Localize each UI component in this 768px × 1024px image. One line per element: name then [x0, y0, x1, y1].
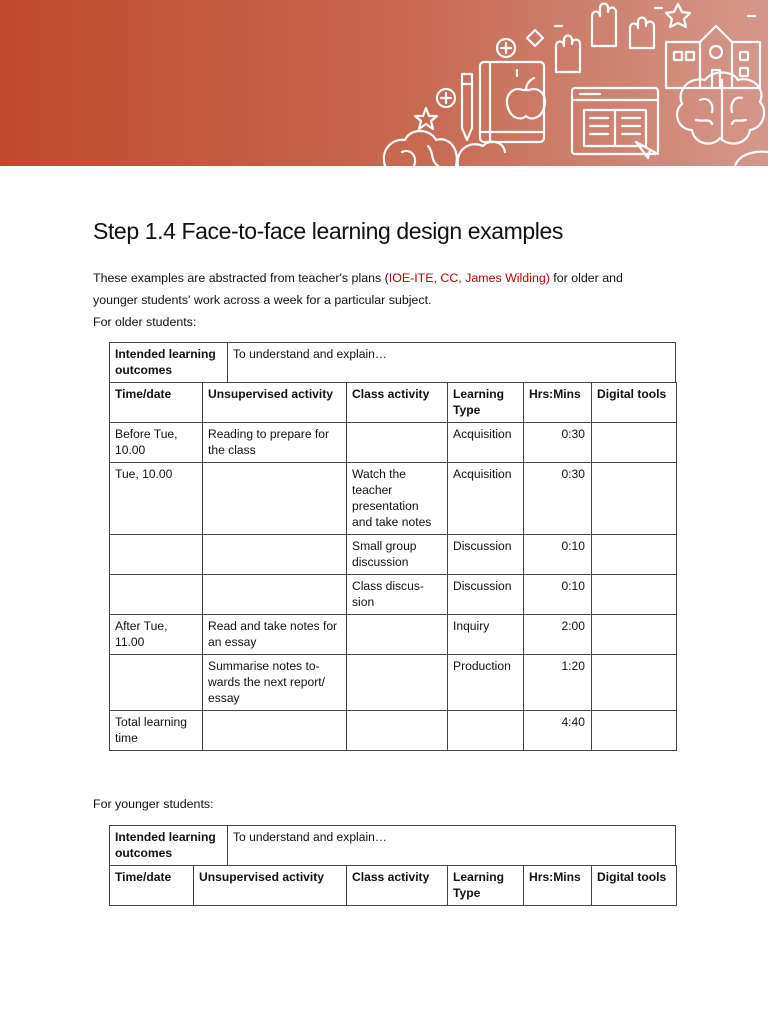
- intro-paragraph: [93, 267, 673, 333]
- intro-text: younger students' work across a week for a particular subject.: [93, 293, 432, 307]
- reference-link[interactable]: IOE-ITE, CC, James Wilding): [388, 271, 550, 285]
- cell-digital-tools: [592, 655, 677, 711]
- cell-learning-type: [448, 711, 524, 751]
- outcomes-label: Intended learning outcomes: [110, 826, 228, 866]
- cell-unsupervised-activity: [203, 535, 347, 575]
- header-hrs-mins: Hrs:Mins: [524, 383, 592, 423]
- cell-time-date: [110, 655, 203, 711]
- cell-time-date: Before Tue, 10.00: [110, 423, 203, 463]
- cell-unsupervised-activity: Summarise notes to-wards the next report/ essay: [203, 655, 347, 711]
- cell-digital-tools: [592, 423, 677, 463]
- header-class-activity: Class activity: [347, 383, 448, 423]
- header-class-activity: Class activity: [347, 866, 448, 906]
- header-unsupervised-activity: Unsupervised activity: [203, 383, 347, 423]
- table-row: [110, 463, 677, 535]
- outcomes-label: Intended learning outcomes: [110, 343, 228, 383]
- younger-students-table: [109, 865, 677, 906]
- cell-learning-type: Discussion: [448, 535, 524, 575]
- younger-outcomes-table: [109, 825, 676, 866]
- table-row: [110, 423, 677, 463]
- cell-unsupervised-activity: Reading to prepare for the class: [203, 423, 347, 463]
- older-students-table: [109, 382, 677, 751]
- star-icon: [666, 4, 690, 27]
- cell-class-activity: [347, 615, 448, 655]
- cell-time-date: [110, 535, 203, 575]
- cell-class-activity: Small group discussion: [347, 535, 448, 575]
- cell-hrs-mins: 0:10: [524, 575, 592, 615]
- page-title: Step 1.4 Face-to-face learning design examples: [93, 218, 563, 244]
- cell-digital-tools: [592, 711, 677, 751]
- table-header-row: [110, 866, 677, 906]
- cell-hrs-mins: 0:30: [524, 423, 592, 463]
- cell-time-date: After Tue, 11.00: [110, 615, 203, 655]
- header-time-date: Time/date: [110, 866, 194, 906]
- older-students-label: For older students:: [93, 315, 197, 329]
- header-learning-type: Learning Type: [448, 866, 524, 906]
- cell-class-activity: [347, 423, 448, 463]
- cell-time-date: Total learning time: [110, 711, 203, 751]
- cell-digital-tools: [592, 535, 677, 575]
- outcomes-value: To understand and explain…: [228, 826, 676, 866]
- cell-learning-type: Inquiry: [448, 615, 524, 655]
- cell-class-activity: [347, 655, 448, 711]
- cell-class-activity: [347, 711, 448, 751]
- raised-hands-icon: [556, 4, 654, 73]
- cell-hrs-mins: 0:10: [524, 535, 592, 575]
- cell-hrs-mins: 4:40: [524, 711, 592, 751]
- cell-learning-type: Acquisition: [448, 423, 524, 463]
- cell-learning-type: Production: [448, 655, 524, 711]
- cell-unsupervised-activity: [203, 711, 347, 751]
- star-icon: [415, 108, 437, 129]
- cell-unsupervised-activity: [203, 463, 347, 535]
- cell-hrs-mins: 0:30: [524, 463, 592, 535]
- cell-time-date: [110, 575, 203, 615]
- pencil-icon: [462, 74, 472, 140]
- header-time-date: Time/date: [110, 383, 203, 423]
- brain-icon: [384, 131, 505, 166]
- book-apple-icon: [480, 62, 545, 142]
- table-row-total: [110, 711, 677, 751]
- cell-digital-tools: [592, 463, 677, 535]
- younger-students-label: For younger students:: [93, 797, 214, 811]
- header-digital-tools: Digital tools: [592, 866, 677, 906]
- cell-unsupervised-activity: [203, 575, 347, 615]
- cell-class-activity: Class discus-sion: [347, 575, 448, 615]
- intro-text: These examples are abstracted from teacher's plans (: [93, 271, 389, 285]
- brain-icon: [735, 152, 768, 166]
- table-row: [110, 575, 677, 615]
- intro-text: for older and: [549, 271, 623, 285]
- cell-hrs-mins: 2:00: [524, 615, 592, 655]
- slides-screen-icon: [572, 88, 658, 154]
- cell-digital-tools: [592, 615, 677, 655]
- table-header-row: [110, 383, 677, 423]
- cell-learning-type: Discussion: [448, 575, 524, 615]
- cell-hrs-mins: 1:20: [524, 655, 592, 711]
- table-row: [110, 655, 677, 711]
- plus-circle-icon: [437, 39, 515, 107]
- header-digital-tools: Digital tools: [592, 383, 677, 423]
- diamond-icon: [517, 8, 755, 76]
- table-row: [110, 535, 677, 575]
- older-outcomes-table: [109, 342, 676, 383]
- cell-time-date: Tue, 10.00: [110, 463, 203, 535]
- header-learning-type: Learning Type: [448, 383, 524, 423]
- cell-unsupervised-activity: Read and take notes for an essay: [203, 615, 347, 655]
- header-banner: [0, 0, 768, 166]
- outcomes-value: To understand and explain…: [228, 343, 676, 383]
- header-unsupervised-activity: Unsupervised activity: [194, 866, 347, 906]
- cell-class-activity: Watch the teacher presentation and take notes: [347, 463, 448, 535]
- cell-learning-type: Acquisition: [448, 463, 524, 535]
- table-row: [110, 615, 677, 655]
- cell-digital-tools: [592, 575, 677, 615]
- header-hrs-mins: Hrs:Mins: [524, 866, 592, 906]
